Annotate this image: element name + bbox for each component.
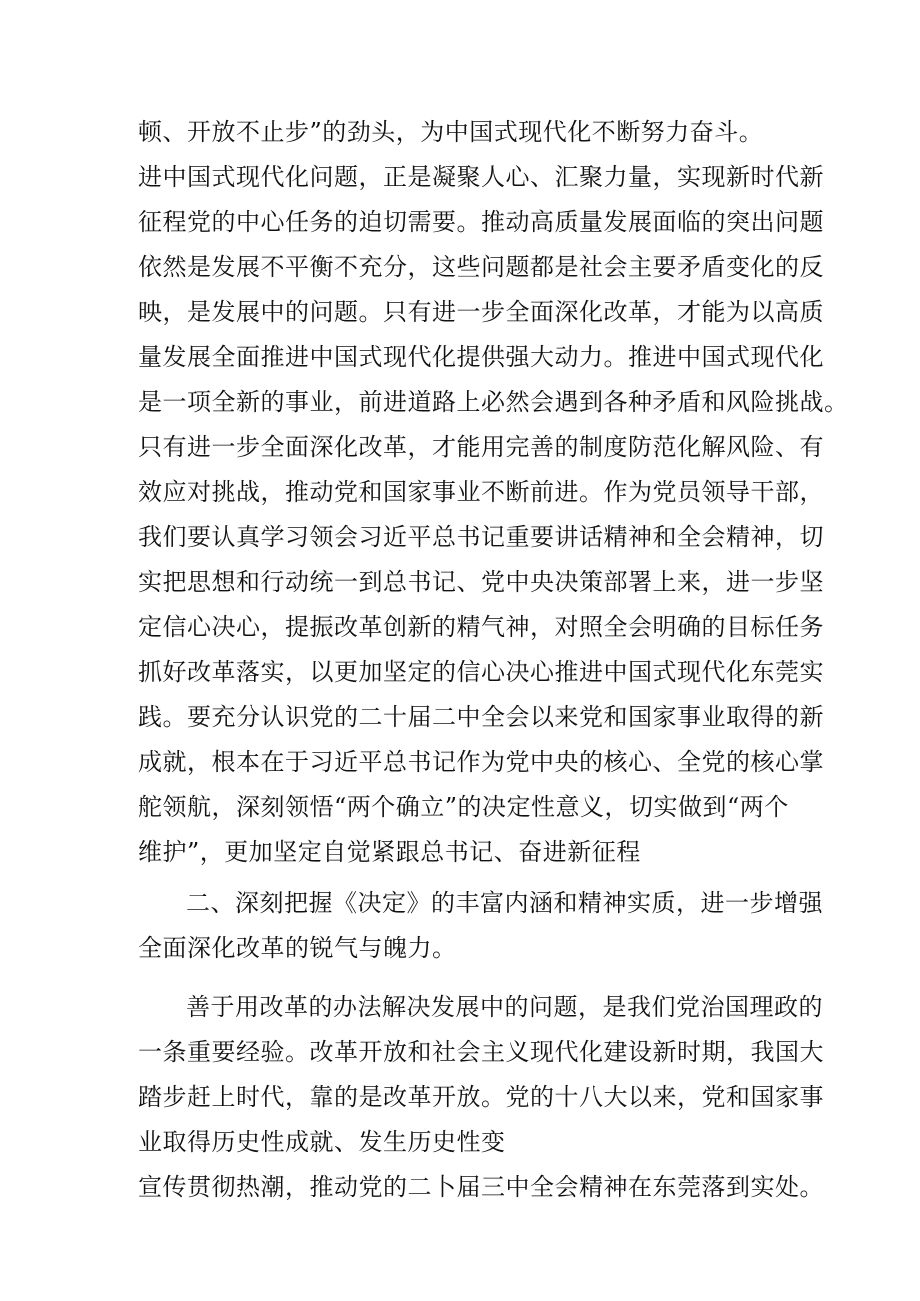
- text-line: 定信心决心，提振改革创新的精气神，对照全会明确的目标任务: [138, 613, 824, 641]
- text-line: 效应对挑战，推动党和国家事业不断前进。作为党员领导干部，: [138, 478, 824, 506]
- spacer: [138, 971, 788, 985]
- text-line: 只有进一步全面深化改革，才能用完善的制度防范化解风险、有: [138, 433, 824, 461]
- text-line: 成就，根本在于习近平总书记作为党中央的核心、全党的核心掌: [138, 748, 824, 776]
- text-line: 进中国式现代化问题，正是凝聚人心、汇聚力量，实现新时代新: [138, 163, 824, 191]
- paragraph-section-2: [138, 985, 824, 1165]
- text-line: 映，是发展中的问题。只有进一步全面深化改革，才能为以高质: [138, 298, 824, 326]
- text-line: 踏步赶上时代，靠的是改革开放。党的十八大以来，党和国家事: [138, 1083, 824, 1111]
- text-line: 是一项全新的事业，前进道路上必然会遇到各种矛盾和风险挑战。: [138, 388, 849, 416]
- text-line: 维护”，更加坚定自觉紧跟总书记、奋进新征程: [138, 838, 641, 866]
- text-line: 二、深刻把握《决定》的丰富内涵和精神实质，进一步增强: [186, 889, 823, 917]
- text-line: 实把思想和行动统一到总书记、党中央决策部署上来，进一步坚: [138, 568, 824, 596]
- text-line: 践。要充分认识党的二十届二中全会以来党和国家事业取得的新: [138, 703, 824, 731]
- paragraph-continuation-1: [138, 110, 788, 155]
- text-line: 依然是发展不平衡不充分，这些问题都是社会主要矛盾变化的反: [138, 253, 824, 281]
- text-line: 业取得历史性成就、发生历史性变: [138, 1128, 506, 1156]
- text-line: 全面深化改革的锐气与魄力。: [138, 934, 457, 962]
- paragraph-fragment: [138, 1165, 824, 1210]
- text-line: 宣传贯彻热潮，推动党的二卜届三中全会精神在东莞落到实处。: [138, 1173, 824, 1201]
- text-line: 善于用改革的办法解决发展中的问题，是我们党治国理政的: [186, 993, 823, 1021]
- document-body: [138, 110, 849, 1210]
- text-line: 一条重要经验。改革开放和社会主义现代化建设新时期，我国大: [138, 1038, 824, 1066]
- text-line: 抓好改革落实，以更加坚定的信心决心推进中国式现代化东莞实: [138, 658, 824, 686]
- text-line: 征程党的中心任务的迫切需要。推动高质量发展面临的突出问题: [138, 208, 824, 236]
- text-line: 量发展全面推进中国式现代化提供强大动力。推进中国式现代化: [138, 343, 824, 371]
- text-line: 舵领航，深刻领悟“两个确立”的决定性意义，切实做到“两个: [138, 793, 789, 821]
- text-line: 我们要认真学习领会习近平总书记重要讲话精神和全会精神，切: [138, 523, 824, 551]
- section-heading: [138, 881, 823, 971]
- text-line: 顿、开放不止步”的劲头，为中国式现代化不断努力奋斗。: [138, 118, 764, 146]
- paragraph-continuation-2: [138, 155, 849, 875]
